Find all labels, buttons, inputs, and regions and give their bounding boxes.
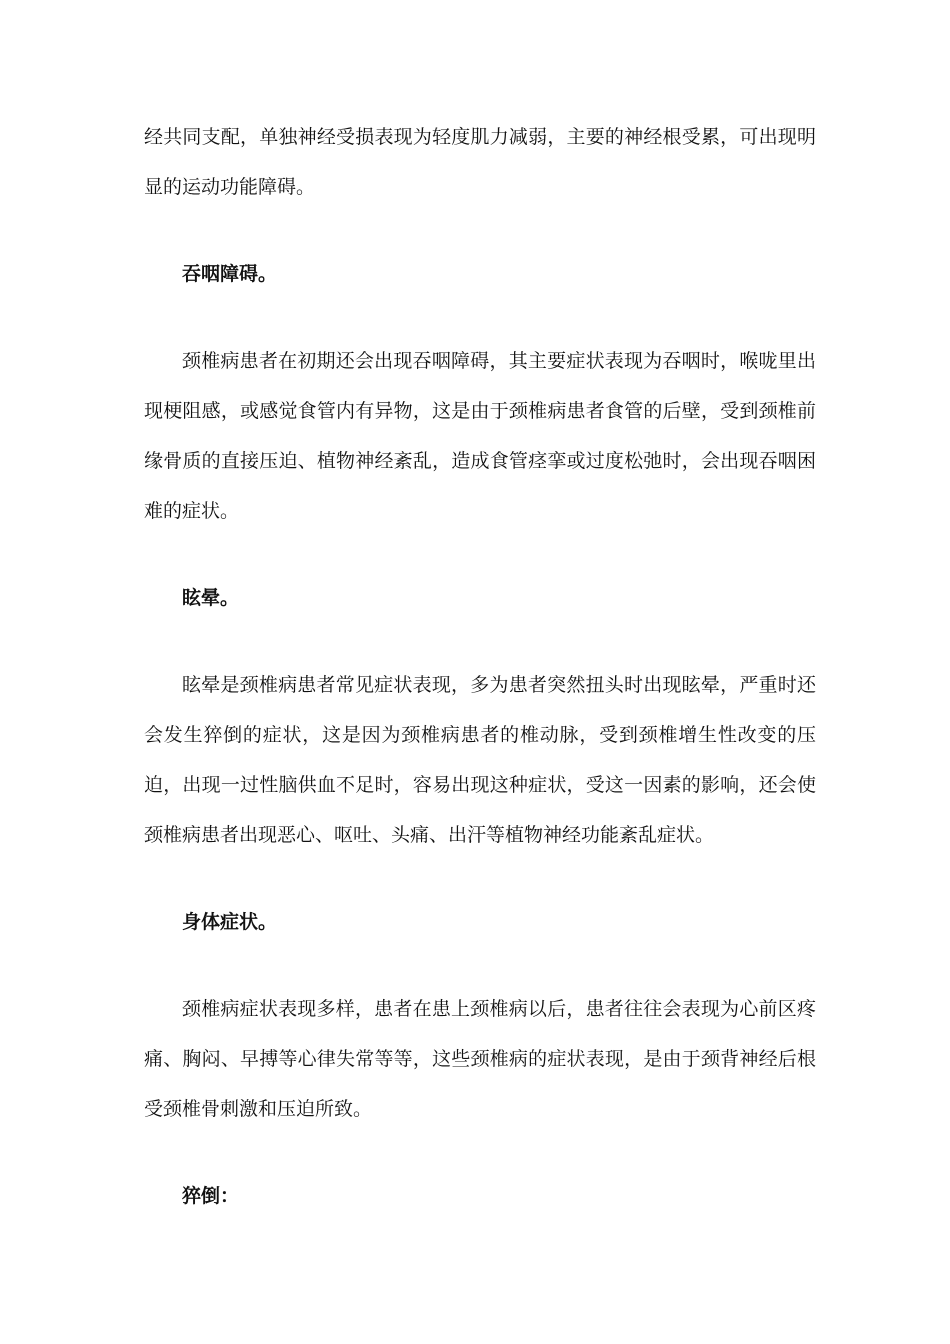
paragraph-gap [144, 623, 816, 660]
heading-vertigo: 眩晕。 [182, 587, 240, 609]
heading-sudden-fall: 猝倒： [182, 1185, 240, 1207]
paragraph-body-symptoms: 颈椎病症状表现多样，患者在患上颈椎病以后，患者往往会表现为心前区疼痛、胸闷、早搏等心律失常等等，这些颈椎病的症状表现，是由于颈背神经后根受颈椎骨刺激和压迫所致。 [144, 998, 816, 1120]
paragraph-gap [144, 536, 816, 573]
paragraph-motor-dysfunction: 经共同支配，单独神经受损表现为轻度肌力减弱，主要的神经根受累，可出现明显的运动功能障碍。 [144, 126, 816, 198]
paragraph-dysphagia: 颈椎病患者在初期还会出现吞咽障碍，其主要症状表现为吞咽时，喉咙里出现梗阻感，或感觉食管内有异物，这是由于颈椎病患者食管的后壁，受到颈椎前缘骨质的直接压迫、植物神经紊乱，造成食管痉挛或过度松弛时，会出现吞咽困难的症状。 [144, 350, 816, 522]
document-body [144, 112, 816, 1221]
heading-dysphagia: 吞咽障碍。 [182, 263, 278, 285]
paragraph-gap [144, 860, 816, 897]
paragraph-gap [144, 212, 816, 249]
paragraph-gap [144, 947, 816, 984]
paragraph-gap [144, 299, 816, 336]
heading-body-symptoms: 身体症状。 [182, 911, 278, 933]
paragraph-vertigo: 眩晕是颈椎病患者常见症状表现，多为患者突然扭头时出现眩晕，严重时还会发生猝倒的症状，这是因为颈椎病患者的椎动脉，受到颈椎增生性改变的压迫，出现一过性脑供血不足时，容易出现这种症状，受这一因素的影响，还会使颈椎病患者出现恶心、呕吐、头痛、出汗等植物神经功能紊乱症状。 [144, 674, 816, 846]
paragraph-gap [144, 1134, 816, 1171]
